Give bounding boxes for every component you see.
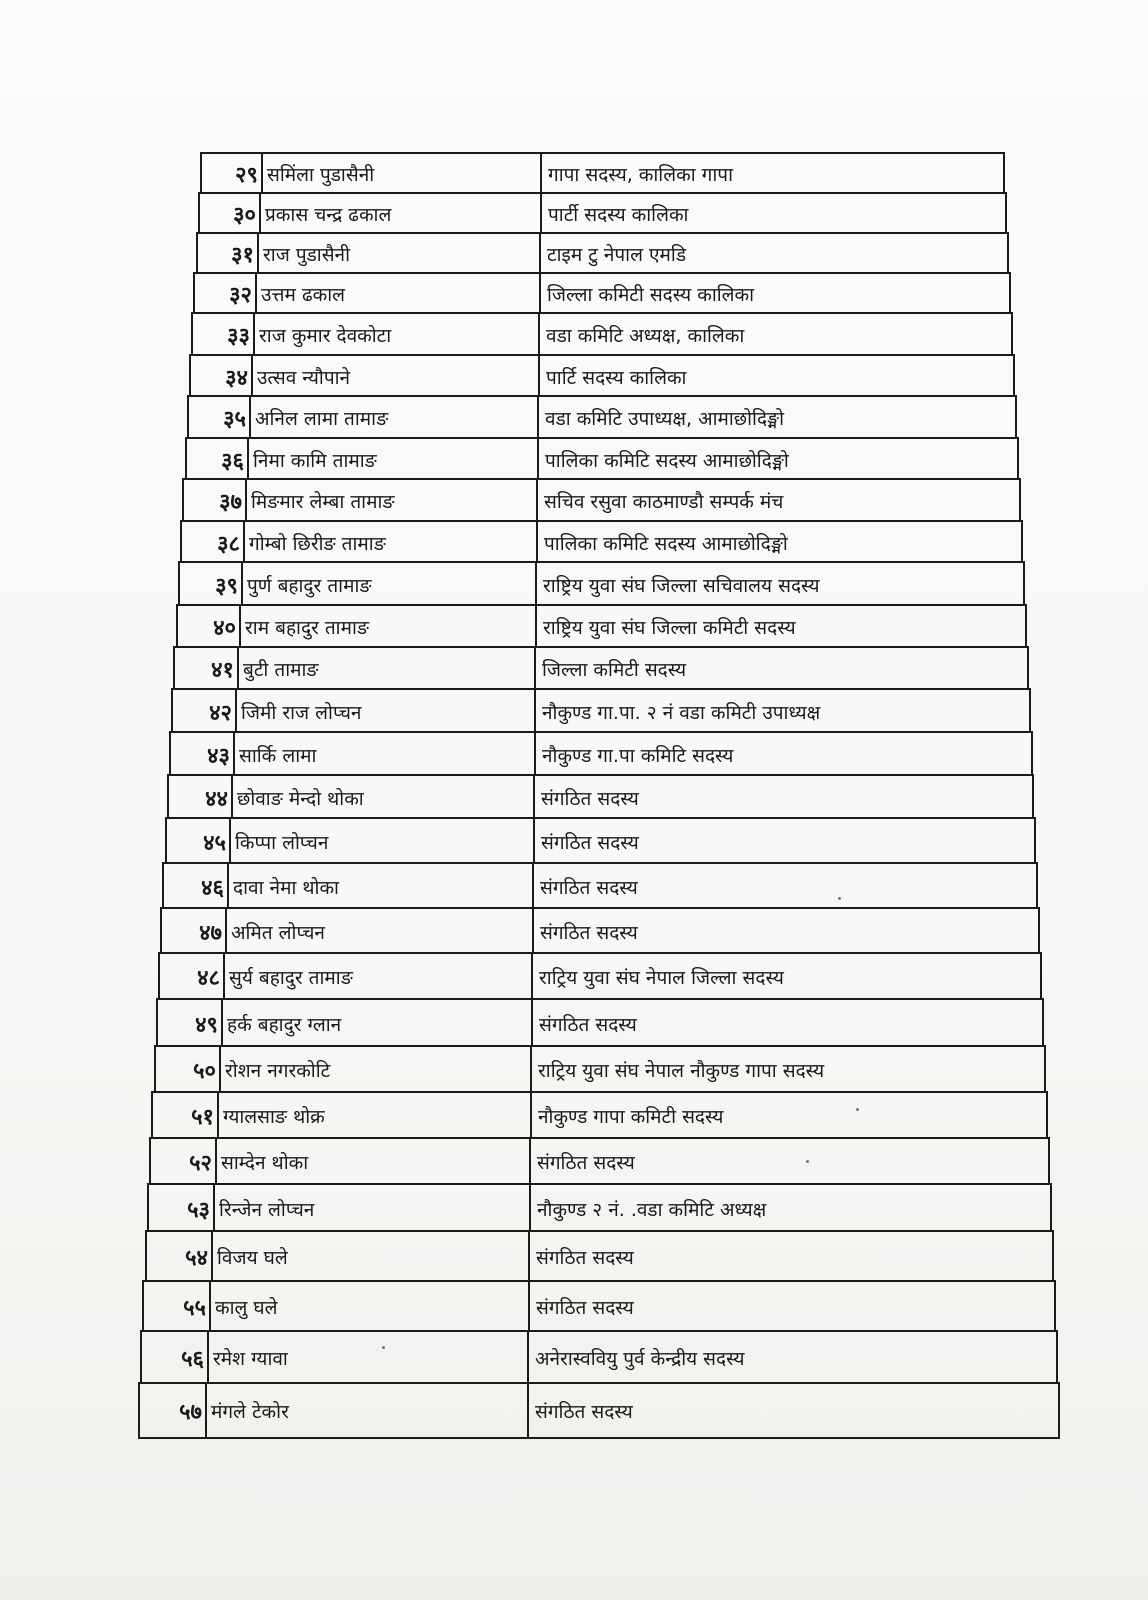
member-role-cell: गापा सदस्य, कालिका गापा: [540, 154, 1005, 194]
member-name-cell: मिङमार लेम्बा तामाङ: [245, 480, 536, 522]
scan-speck: [856, 1108, 859, 1111]
member-name-cell: कालु घले: [209, 1282, 528, 1332]
member-name-cell: उत्सव न्यौपाने: [251, 356, 538, 397]
member-role-cell: पार्टी सदस्य कालिका: [540, 194, 1007, 234]
member-role-cell: जिल्ला कमिटी सदस्य: [534, 648, 1029, 690]
serial-number-cell: ५५: [142, 1282, 209, 1332]
table-row: [169, 731, 1033, 776]
member-name-cell: रिन्जेन लोप्चन: [213, 1185, 529, 1232]
member-role-cell: नौकुण्ड गा.पा कमिटि सदस्य: [534, 733, 1033, 776]
serial-number-cell: ३२: [193, 274, 255, 314]
member-role-cell: अनेरास्ववियु पुर्व केन्द्रीय सदस्य: [527, 1332, 1058, 1384]
serial-number-cell: ४४: [167, 776, 231, 819]
table-row: [178, 561, 1025, 606]
member-role-cell: संगठित सदस्य: [532, 909, 1040, 954]
table-row: [176, 604, 1027, 648]
table-row: [160, 907, 1040, 954]
serial-number-cell: ३५: [187, 397, 249, 439]
serial-number-cell: ४३: [169, 733, 233, 776]
serial-number-cell: ३०: [198, 194, 259, 234]
member-name-cell: गोम्बो छिरीङ तामाङ: [243, 522, 536, 563]
serial-number-cell: ३९: [178, 563, 241, 606]
table-row: [165, 817, 1036, 864]
member-role-cell: जिल्ला कमिटी सदस्य कालिका: [539, 274, 1011, 314]
member-name-cell: पुर्ण बहादुर तामाङ: [241, 563, 535, 606]
member-role-cell: संगठित सदस्य: [528, 1282, 1056, 1332]
member-name-cell: समिंला पुडासैनी: [261, 154, 540, 194]
member-name-cell: साम्देन थोका: [215, 1139, 529, 1185]
serial-number-cell: ५७: [138, 1384, 205, 1437]
member-name-cell: मंगले टेकोर: [205, 1384, 527, 1437]
scan-speck: [838, 897, 841, 900]
serial-number-cell: ५४: [145, 1232, 211, 1282]
member-name-cell: जिमी राज लोप्चन: [235, 690, 534, 733]
table-row: [189, 354, 1015, 397]
serial-number-cell: ३४: [189, 356, 251, 397]
serial-number-cell: ४१: [173, 648, 237, 690]
serial-number-cell: ४२: [171, 690, 235, 733]
serial-number-cell: ३७: [182, 480, 245, 522]
member-name-cell: रमेश ग्यावा: [207, 1332, 527, 1384]
table-row: [193, 272, 1011, 314]
member-name-cell: किप्पा लोप्चन: [229, 819, 533, 864]
member-name-cell: उत्तम ढकाल: [255, 274, 539, 314]
table-row: [185, 437, 1019, 480]
table-row: [200, 152, 1005, 194]
member-role-cell: सचिव रसुवा काठमाण्डौ सम्पर्क मंच: [536, 480, 1021, 522]
member-name-cell: राज कुमार देवकोटा: [253, 314, 538, 356]
serial-number-cell: ५१: [151, 1093, 217, 1139]
member-name-cell: बुटी तामाङ: [237, 648, 534, 690]
table-row: [142, 1280, 1056, 1332]
serial-number-cell: ५३: [147, 1185, 213, 1232]
table-row: [182, 478, 1021, 522]
member-name-cell: रोशन नगरकोटि: [219, 1047, 530, 1093]
member-role-cell: संगठित सदस्य: [528, 1232, 1054, 1282]
table-row: [138, 1382, 1060, 1439]
table-row: [158, 952, 1042, 1000]
table-row: [180, 520, 1023, 563]
member-role-cell: पालिका कमिटि सदस्य आमाछोदिङ्मो: [537, 439, 1019, 480]
member-role-cell: टाइम टु नेपाल एमडि: [539, 234, 1009, 274]
member-name-cell: छोवाङ मेन्दो थोका: [231, 776, 533, 819]
member-name-cell: अमित लोप्चन: [225, 909, 532, 954]
serial-number-cell: ४०: [176, 606, 239, 648]
table-row: [187, 395, 1017, 439]
table-row: [140, 1330, 1058, 1384]
table-row: [156, 998, 1044, 1047]
member-name-cell: दावा नेमा थोका: [227, 864, 532, 909]
member-role-cell: पार्टि सदस्य कालिका: [538, 356, 1015, 397]
table-row: [145, 1230, 1054, 1282]
member-role-cell: वडा कमिटि अध्यक्ष, कालिका: [538, 314, 1013, 356]
serial-number-cell: ४५: [165, 819, 229, 864]
serial-number-cell: ३६: [185, 439, 247, 480]
table-row: [191, 312, 1013, 356]
member-name-cell: प्रकास चन्द्र ढकाल: [259, 194, 540, 234]
scan-speck: [806, 1160, 809, 1163]
table-row: [151, 1091, 1048, 1139]
member-name-cell: राज पुडासैनी: [257, 234, 539, 274]
table-row: [154, 1045, 1046, 1093]
member-role-cell: नौकुण्ड २ नं. .वडा कमिटि अध्यक्ष: [529, 1185, 1052, 1232]
member-role-cell: संगठित सदस्य: [533, 819, 1036, 864]
member-role-cell: वडा कमिटि उपाध्यक्ष, आमाछोदिङ्मो: [537, 397, 1017, 439]
serial-number-cell: २९: [200, 154, 261, 194]
table-row: [149, 1137, 1050, 1185]
member-name-cell: सुर्य बहादुर तामाङ: [223, 954, 531, 1000]
serial-number-cell: ४७: [160, 909, 225, 954]
member-role-cell: संगठित सदस्य: [529, 1139, 1050, 1185]
member-role-cell: नौकुण्ड गापा कमिटी सदस्य: [530, 1093, 1048, 1139]
serial-number-cell: ४६: [162, 864, 227, 909]
member-role-cell: संगठित सदस्य: [532, 864, 1038, 909]
member-role-cell: राट्रिय युवा संघ नेपाल जिल्ला सदस्य: [531, 954, 1042, 1000]
serial-number-cell: ३१: [196, 234, 257, 274]
table-row: [196, 232, 1009, 274]
member-name-cell: अनिल लामा तामाङ: [249, 397, 537, 439]
table-row: [198, 192, 1007, 234]
member-name-cell: ग्यालसाङ थोक्र: [217, 1093, 530, 1139]
serial-number-cell: ३८: [180, 522, 243, 563]
member-role-cell: संगठित सदस्य: [531, 1000, 1044, 1047]
member-name-cell: विजय घले: [211, 1232, 528, 1282]
member-name-cell: सार्कि लामा: [233, 733, 534, 776]
member-name-cell: निमा कामि तामाङ: [247, 439, 537, 480]
serial-number-cell: ५०: [154, 1047, 219, 1093]
serial-number-cell: ४९: [156, 1000, 221, 1047]
member-role-cell: नौकुण्ड गा.पा. २ नं वडा कमिटी उपाध्यक्ष: [534, 690, 1031, 733]
table-row: [162, 862, 1038, 909]
member-role-cell: राट्रिय युवा संघ नेपाल नौकुण्ड गापा सदस्य: [530, 1047, 1046, 1093]
table-row: [173, 646, 1029, 690]
serial-number-cell: ४८: [158, 954, 223, 1000]
member-name-cell: राम बहादुर तामाङ: [239, 606, 535, 648]
table-row: [167, 774, 1034, 819]
serial-number-cell: ३३: [191, 314, 253, 356]
serial-number-cell: ५६: [140, 1332, 207, 1384]
member-role-cell: राष्ट्रिय युवा संघ जिल्ला कमिटी सदस्य: [535, 606, 1027, 648]
member-role-cell: राष्ट्रिय युवा संघ जिल्ला सचिवालय सदस्य: [535, 563, 1025, 606]
table-row: [147, 1183, 1052, 1232]
scan-speck: [382, 1346, 385, 1349]
table-row: [171, 688, 1031, 733]
member-role-cell: संगठित सदस्य: [533, 776, 1034, 819]
serial-number-cell: ५२: [149, 1139, 215, 1185]
member-name-cell: हर्क बहादुर ग्लान: [221, 1000, 531, 1047]
member-role-cell: पालिका कमिटि सदस्य आमाछोदिङ्मो: [536, 522, 1023, 563]
member-role-cell: संगठित सदस्य: [527, 1384, 1060, 1437]
